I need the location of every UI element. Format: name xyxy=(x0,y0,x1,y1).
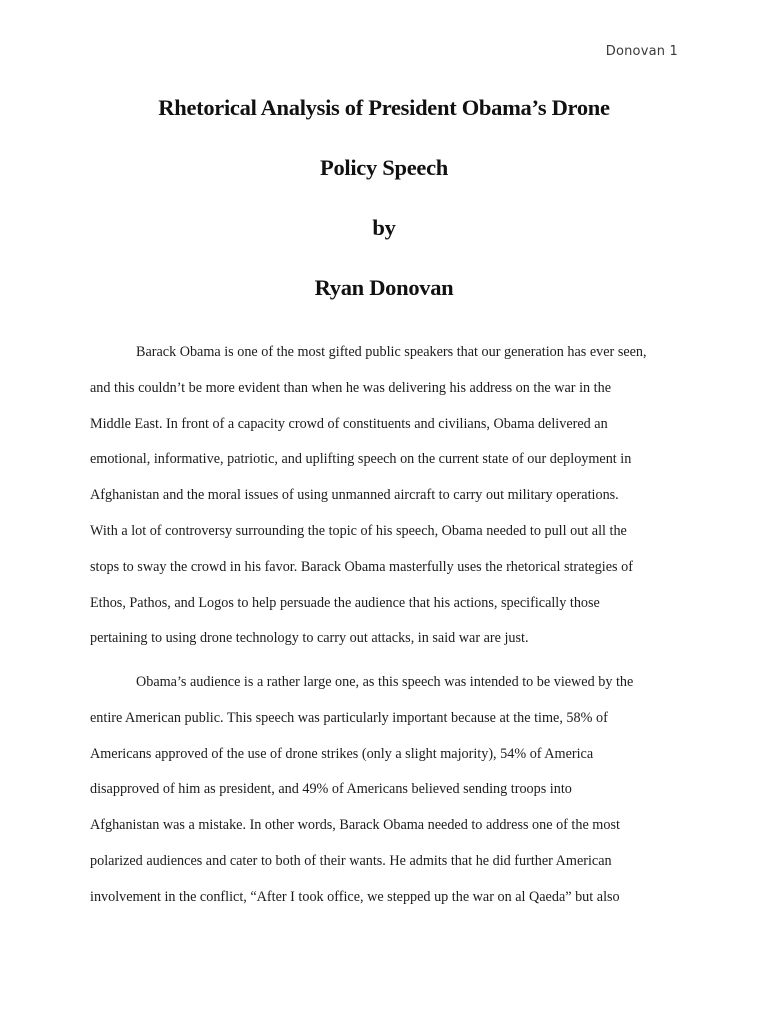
paragraph-line: pertaining to using drone technology to carry out attacks, in said war are just. xyxy=(90,630,529,647)
title-byline: by xyxy=(372,215,396,240)
running-head: Donovan 1 xyxy=(605,44,678,59)
paragraph-line: With a lot of controversy surrounding the topic of his speech, Obama needed to pull out all the xyxy=(90,522,627,539)
author-name: Ryan Donovan xyxy=(314,275,454,300)
paragraph-line: Barack Obama is one of the most gifted public speakers that our generation has ever seen, xyxy=(136,344,647,360)
paragraph-line: polarized audiences and cater to both of their wants. He admits that he did further American xyxy=(90,852,612,869)
title-line-2: Policy Speech xyxy=(320,155,448,180)
paragraph-1 xyxy=(90,335,678,657)
paragraph-line: Ethos, Pathos, and Logos to help persuade the audience that his actions, specifically those xyxy=(90,594,600,611)
paragraph-line: involvement in the conflict, “After I took office, we stepped up the war on al Qaeda” but also xyxy=(90,888,620,905)
paragraph-line: disapproved of him as president, and 49% of Americans believed sending troops into xyxy=(90,781,572,798)
paragraph-line: emotional, informative, patriotic, and uplifting speech on the current state of our deployment in xyxy=(90,451,632,468)
paragraph-line: Afghanistan and the moral issues of using unmanned aircraft to carry out military operations. xyxy=(90,487,619,504)
paragraph-line: and this couldn’t be more evident than when he was delivering his address on the war in the xyxy=(90,379,611,396)
paragraph-line: Afghanistan was a mistake. In other words, Barack Obama needed to address one of the most xyxy=(90,817,620,834)
title-line-1: Rhetorical Analysis of President Obama’s Drone xyxy=(158,95,610,120)
paragraph-2 xyxy=(90,665,678,916)
paragraph-line: Middle East. In front of a capacity crowd of constituents and civilians, Obama delivered an xyxy=(90,415,608,432)
paragraph-line: Obama’s audience is a rather large one, as this speech was intended to be viewed by the xyxy=(136,674,634,690)
paragraph-line: stops to sway the crowd in his favor. Barack Obama masterfully uses the rhetorical strategies of xyxy=(90,558,633,575)
paragraph-line: entire American public. This speech was particularly important because at the time, 58% of xyxy=(90,709,608,726)
paragraph-line: Americans approved of the use of drone strikes (only a slight majority), 54% of America xyxy=(90,745,594,762)
